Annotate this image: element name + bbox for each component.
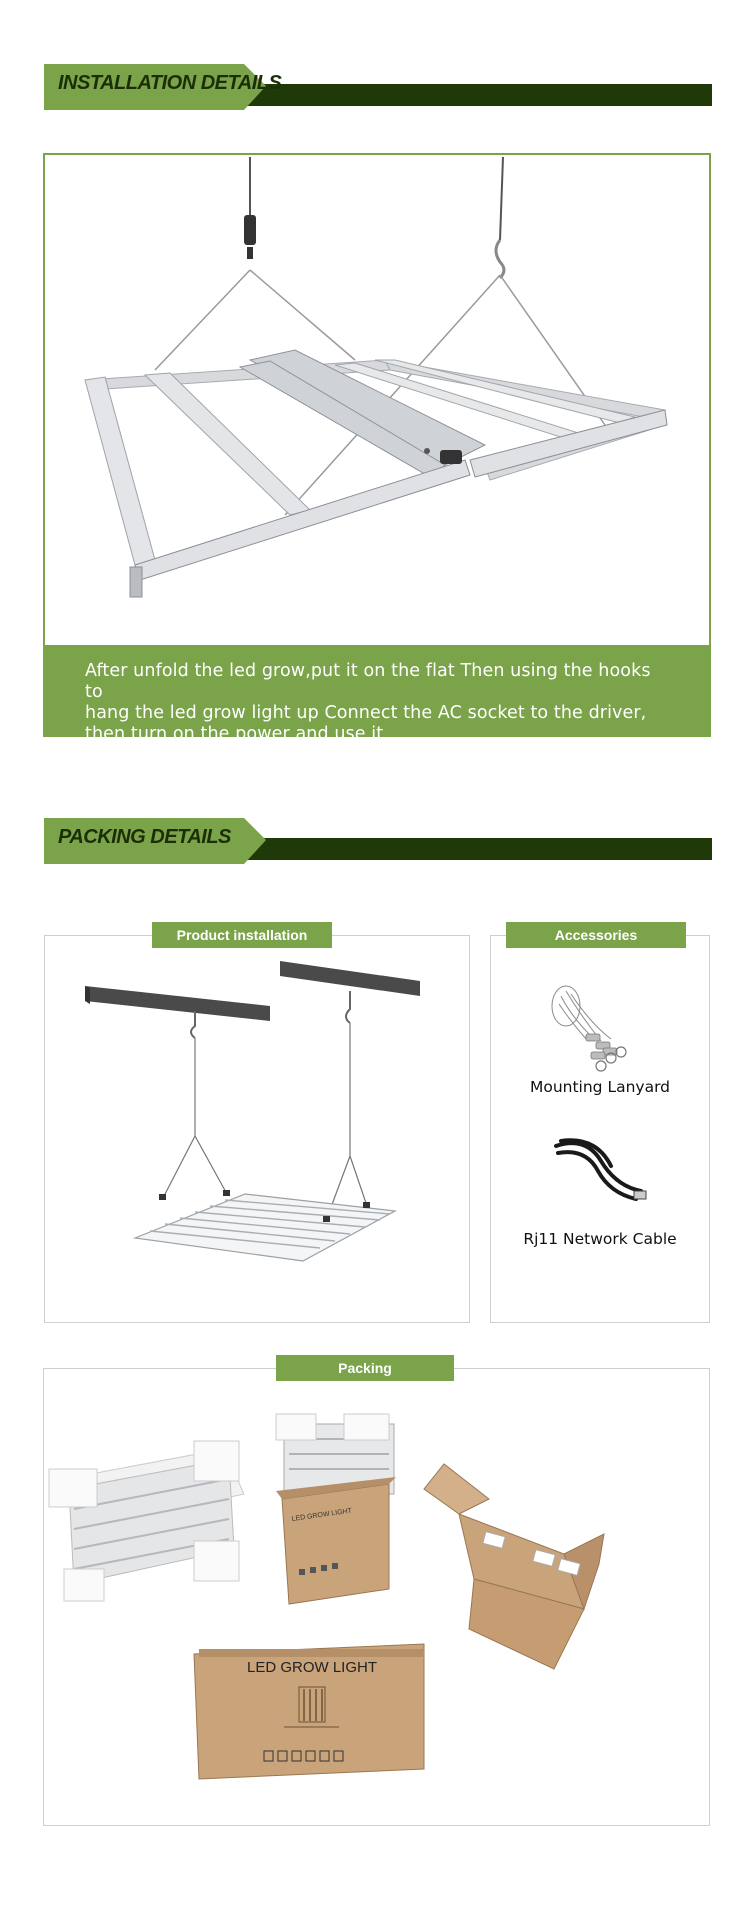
installation-panel — [43, 153, 711, 744]
lanyard-icon — [541, 976, 651, 1086]
section-title: INSTALLATION DETAILS — [58, 72, 282, 94]
accessories-label: Accessories — [506, 922, 686, 948]
caption-line-2: hang the led grow light up Connect the AC socket to the driver, — [85, 703, 647, 723]
large-box-print: LED GROW LIGHT — [246, 1659, 378, 1676]
led-grow-light-illustration — [45, 155, 709, 645]
accessory-label-cable: Rj11 Network Cable — [523, 1230, 677, 1248]
caption-line-3: then turn on the power and use it — [85, 724, 384, 744]
product-installation-label: Product installation — [152, 922, 332, 948]
cable-icon — [546, 1131, 656, 1221]
hanging-illustration — [45, 936, 471, 1324]
section-title: PACKING DETAILS — [58, 826, 231, 848]
small-box-print: LED GROW LIGHT — [291, 1507, 353, 1523]
product-installation-box — [44, 935, 470, 1323]
installation-caption — [45, 645, 709, 744]
packing-section-header — [44, 812, 712, 864]
accessories-box — [490, 935, 710, 1323]
packing-box — [43, 1368, 710, 1826]
packing-label: Packing — [276, 1355, 454, 1381]
accessory-label-lanyard: Mounting Lanyard — [529, 1078, 671, 1096]
installation-section-header — [44, 58, 712, 110]
header-bar — [224, 84, 712, 106]
packing-illustration — [44, 1369, 711, 1827]
header-bar — [224, 838, 712, 860]
caption-line-1: After unfold the led grow,put it on the flat Then using the hooks to — [85, 661, 651, 702]
